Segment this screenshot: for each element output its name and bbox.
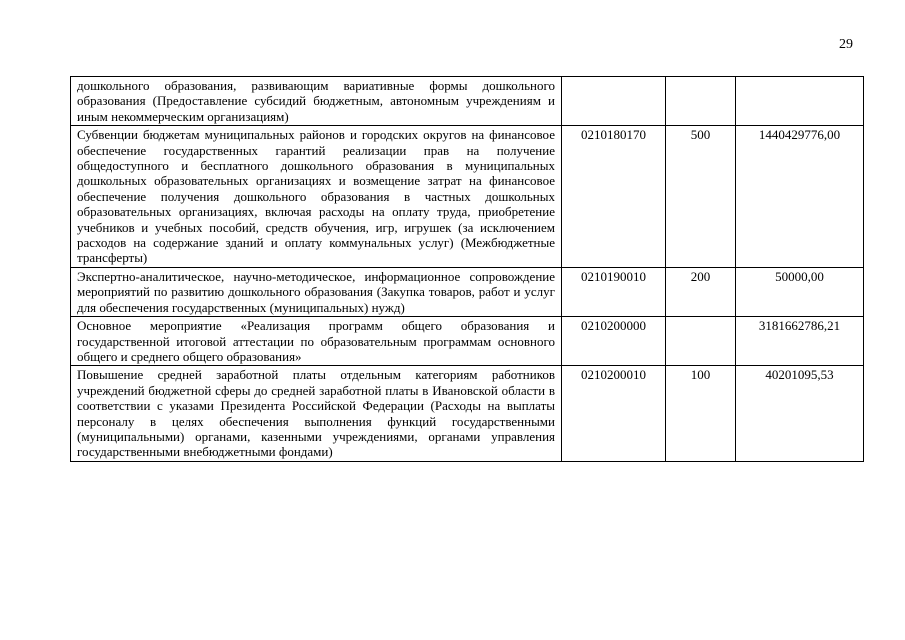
row-expense-type: 200: [666, 267, 736, 316]
table-row: [71, 267, 864, 316]
table-row: [71, 77, 864, 126]
table-row: [71, 126, 864, 268]
row-target-code: 0210200000: [562, 317, 666, 366]
row-target-code: 0210200010: [562, 366, 666, 461]
row-description: Основное мероприятие «Реализация программ общего образования и государственной итоговой аттестации по образовательным программам основного общего и среднего общего образования»: [71, 317, 562, 366]
budget-table: [70, 76, 864, 462]
row-expense-type: 500: [666, 126, 736, 268]
row-target-code: [562, 77, 666, 126]
row-description: Субвенции бюджетам муниципальных районов и городских округов на финансовое обеспечение государственных гарантий реализации прав на получение общедоступного и бесплатного дошкольного образования в муниципальных дошкольных образовательных организациях и возмещение затрат на финансовое обеспечение получения дошкольного образования в частных дошкольных образовательных организациях, включая расходы на оплату труда, приобретение учебников и учебных пособий, средств обучения, игр, игрушек (за исключением расходов на содержание зданий и оплату коммунальных услуг) (Межбюджетные трансферты): [71, 126, 562, 268]
row-description: дошкольного образования, развивающим вариативные формы дошкольного образования (Предоставление субсидий бюджетным, автономным учреждениям и иным некоммерческим организациям): [71, 77, 562, 126]
row-amount: 50000,00: [736, 267, 864, 316]
row-amount: 3181662786,21: [736, 317, 864, 366]
row-amount: 40201095,53: [736, 366, 864, 461]
row-description: Экспертно-аналитическое, научно-методическое, информационное сопровождение мероприятий по развитию дошкольного образования (Закупка товаров, работ и услуг для обеспечения государственных (муниципальных) нужд): [71, 267, 562, 316]
row-description: Повышение средней заработной платы отдельным категориям работников учреждений бюджетной сферы до средней заработной платы в Ивановской области в соответствии с указами Президента Российской Федерации (Расходы на выплаты персоналу в целях обеспечения выполнения функций государственными (муниципальными) органами, казенными учреждениями, органами управления государственными внебюджетными фондами): [71, 366, 562, 461]
table-row: [71, 366, 864, 461]
row-target-code: 0210180170: [562, 126, 666, 268]
row-expense-type: [666, 77, 736, 126]
row-amount: 1440429776,00: [736, 126, 864, 268]
row-target-code: 0210190010: [562, 267, 666, 316]
row-expense-type: 100: [666, 366, 736, 461]
row-amount: [736, 77, 864, 126]
page-number: 29: [839, 37, 853, 52]
row-expense-type: [666, 317, 736, 366]
table-row: [71, 317, 864, 366]
